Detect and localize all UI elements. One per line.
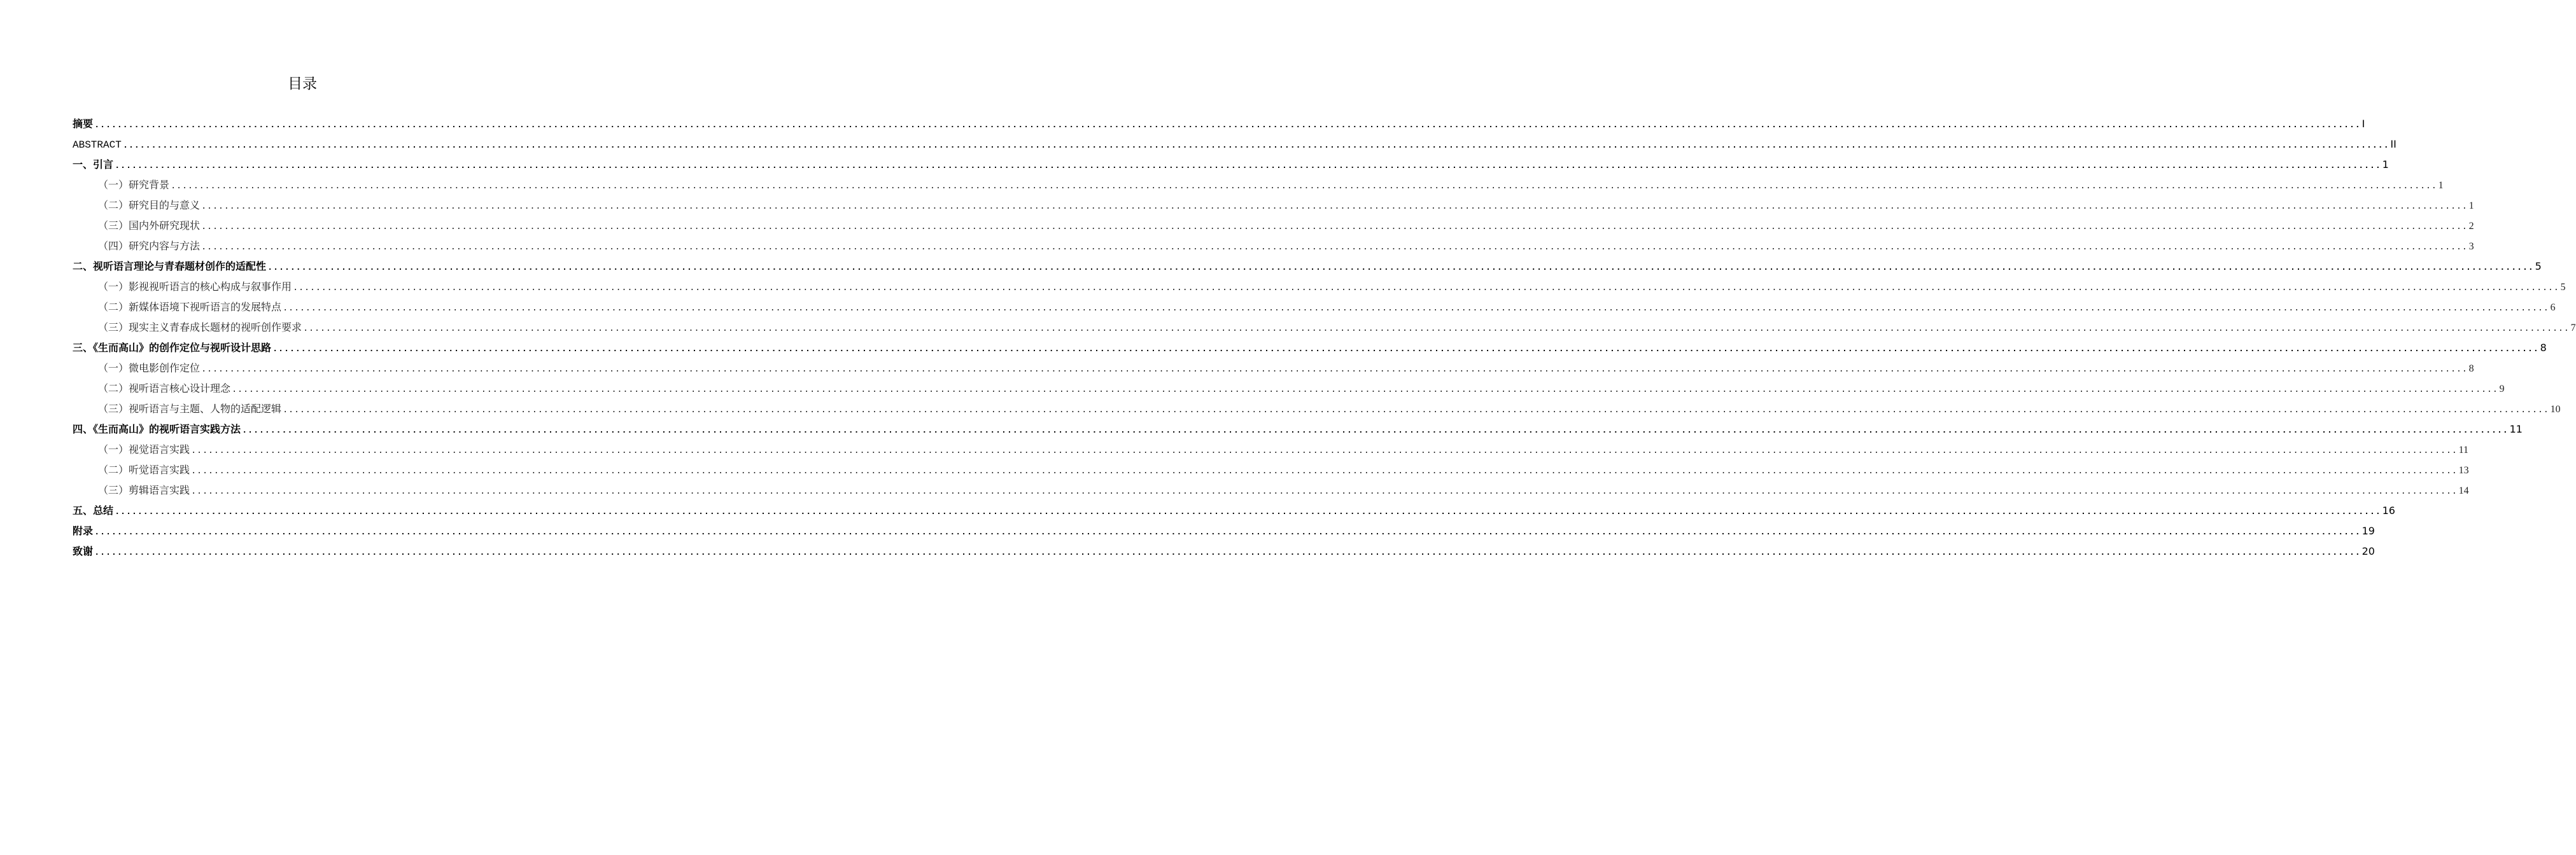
toc-entry-label: （一）微电影创作定位: [98, 362, 201, 374]
toc-entry-page-number: 8: [2468, 363, 2474, 374]
toc-entry-label: ABSTRACT: [73, 139, 122, 151]
table-of-contents: [73, 114, 2576, 562]
toc-entry-page-number: 9: [2499, 384, 2505, 394]
toc-entry[interactable]: [73, 358, 2474, 379]
dot-leader: ................................................................................................................................................................................................................................................................................................................................................................................................................: [267, 263, 2534, 273]
toc-entry[interactable]: [73, 195, 2474, 216]
toc-entry-page-number: 1: [2438, 180, 2444, 191]
toc-entry-label: （四）研究内容与方法: [98, 240, 201, 252]
dot-leader: ................................................................................................................................................................................................................................................................................................................................................................................................................: [201, 222, 2468, 232]
toc-entry[interactable]: [73, 521, 2375, 541]
toc-entry[interactable]: [73, 216, 2474, 236]
toc-entry[interactable]: [73, 399, 2561, 419]
dot-leader: ................................................................................................................................................................................................................................................................................................................................................................................................................: [94, 120, 2361, 130]
toc-entry-page-number: 19: [2361, 525, 2375, 537]
toc-entry[interactable]: [73, 419, 2523, 440]
toc-entry[interactable]: [73, 440, 2468, 460]
toc-entry-page-number: I: [2361, 118, 2365, 130]
toc-entry-page-number: 1: [2468, 200, 2474, 211]
toc-entry-label: 一、引言: [73, 158, 114, 170]
toc-entry-page-number: 14: [2458, 485, 2469, 496]
dot-leader: ................................................................................................................................................................................................................................................................................................................................................................................................................: [94, 527, 2361, 538]
toc-entry-label: （二）听觉语言实践: [98, 464, 190, 476]
toc-entry[interactable]: [73, 541, 2375, 562]
toc-entry-label: （一）视觉语言实践: [98, 443, 190, 455]
toc-entry[interactable]: [73, 297, 2556, 317]
dot-leader: ................................................................................................................................................................................................................................................................................................................................................................................................................: [232, 385, 2498, 395]
toc-entry-page-number: 11: [2458, 445, 2468, 455]
dot-leader: ................................................................................................................................................................................................................................................................................................................................................................................................................: [115, 161, 2381, 171]
toc-entry-label: （二）新媒体语境下视听语言的发展特点: [98, 301, 282, 313]
toc-entry-page-number: 8: [2540, 342, 2547, 354]
toc-entry-label: 二、视听语言理论与青春题材创作的适配性: [73, 260, 267, 272]
toc-entry[interactable]: [73, 236, 2474, 256]
toc-entry-label: （二）视听语言核心设计理念: [98, 382, 231, 394]
toc-entry-page-number: 7: [2570, 323, 2576, 333]
dot-leader: ................................................................................................................................................................................................................................................................................................................................................................................................................: [122, 141, 2389, 151]
toc-entry-page-number: 10: [2550, 404, 2561, 415]
dot-leader: ................................................................................................................................................................................................................................................................................................................................................................................................................: [242, 426, 2509, 436]
toc-entry-page-number: II: [2390, 138, 2397, 150]
dot-leader: ................................................................................................................................................................................................................................................................................................................................................................................................................: [201, 365, 2468, 375]
toc-entry-page-number: 5: [2535, 260, 2542, 272]
toc-entry-label: 五、总结: [73, 504, 114, 517]
toc-entry[interactable]: [73, 379, 2505, 399]
toc-entry[interactable]: [73, 114, 2365, 134]
dot-leader: ................................................................................................................................................................................................................................................................................................................................................................................................................: [201, 242, 2468, 253]
toc-entry[interactable]: [73, 175, 2444, 195]
toc-entry-label: 三、《生而高山》的创作定位与视听设计思路: [73, 342, 272, 354]
dot-leader: ................................................................................................................................................................................................................................................................................................................................................................................................................: [191, 466, 2458, 476]
toc-entry[interactable]: [73, 277, 2566, 297]
dot-leader: ................................................................................................................................................................................................................................................................................................................................................................................................................: [283, 303, 2549, 314]
dot-leader: ................................................................................................................................................................................................................................................................................................................................................................................................................: [94, 548, 2361, 558]
toc-entry[interactable]: [73, 338, 2547, 358]
dot-leader: ................................................................................................................................................................................................................................................................................................................................................................................................................: [293, 283, 2559, 293]
toc-entry[interactable]: [73, 155, 2389, 175]
toc-entry[interactable]: [73, 317, 2576, 338]
toc-entry-label: 致谢: [73, 545, 94, 557]
dot-leader: ................................................................................................................................................................................................................................................................................................................................................................................................................: [191, 446, 2458, 456]
toc-entry-label: 摘要: [73, 118, 94, 130]
dot-leader: ................................................................................................................................................................................................................................................................................................................................................................................................................: [272, 344, 2539, 354]
toc-title: 目录: [288, 76, 317, 92]
dot-leader: ................................................................................................................................................................................................................................................................................................................................................................................................................: [201, 202, 2468, 212]
toc-entry-label: （三）剪辑语言实践: [98, 484, 190, 496]
toc-entry-page-number: 11: [2509, 423, 2523, 435]
toc-entry-label: （二）研究目的与意义: [98, 199, 201, 211]
dot-leader: ................................................................................................................................................................................................................................................................................................................................................................................................................: [191, 487, 2458, 497]
toc-entry-page-number: 1: [2382, 158, 2389, 170]
toc-entry-page-number: 5: [2560, 282, 2566, 293]
toc-entry[interactable]: [73, 480, 2469, 501]
toc-entry-page-number: 6: [2550, 302, 2556, 313]
toc-entry[interactable]: [73, 134, 2397, 155]
dot-leader: ................................................................................................................................................................................................................................................................................................................................................................................................................: [115, 507, 2381, 517]
toc-entry-label: （三）国内外研究现状: [98, 219, 201, 232]
toc-entry[interactable]: [73, 501, 2395, 521]
toc-entry-page-number: 3: [2468, 241, 2474, 252]
dot-leader: ................................................................................................................................................................................................................................................................................................................................................................................................................: [171, 181, 2437, 191]
toc-entry-label: （三）视听语言与主题、人物的适配逻辑: [98, 403, 282, 415]
toc-entry-page-number: 2: [2468, 221, 2474, 232]
toc-entry-label: （一）影视视听语言的核心构成与叙事作用: [98, 281, 292, 293]
toc-entry-label: （一）研究背景: [98, 179, 170, 191]
dot-leader: ................................................................................................................................................................................................................................................................................................................................................................................................................: [303, 324, 2570, 334]
toc-entry[interactable]: [73, 256, 2542, 277]
toc-entry-label: （三）现实主义青春成长题材的视听创作要求: [98, 321, 302, 333]
toc-entry-label: 附录: [73, 525, 94, 537]
toc-entry-label: 四、《生而高山》的视听语言实践方法: [73, 423, 241, 435]
toc-entry-page-number: 13: [2458, 465, 2469, 476]
toc-entry[interactable]: [73, 460, 2469, 480]
toc-entry-page-number: 20: [2361, 545, 2375, 557]
dot-leader: ................................................................................................................................................................................................................................................................................................................................................................................................................: [283, 405, 2549, 415]
toc-entry-page-number: 16: [2382, 504, 2395, 517]
